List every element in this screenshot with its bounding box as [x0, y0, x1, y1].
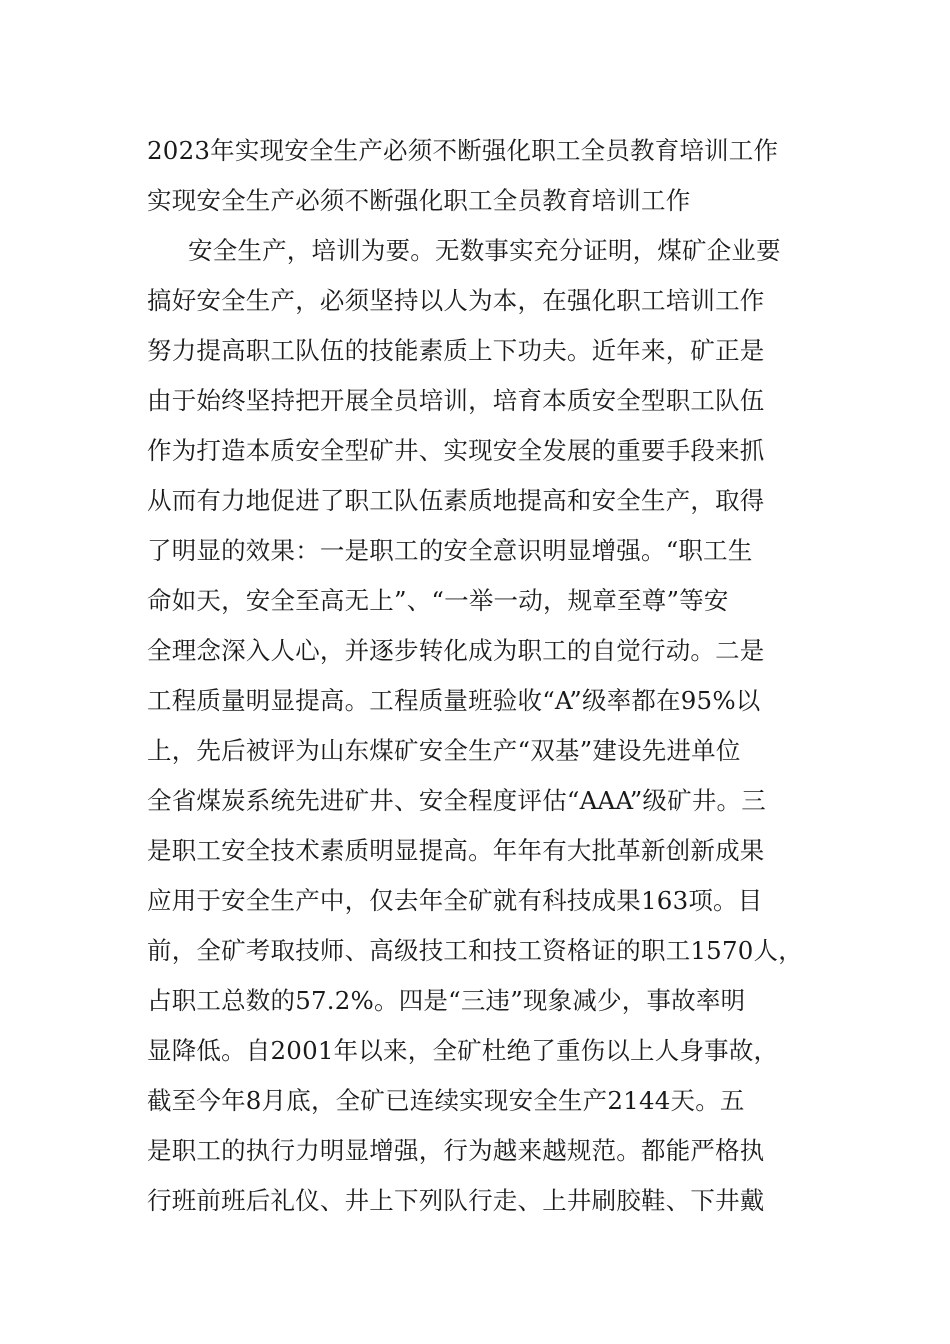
paragraph-line: 是职工安全技术素质明显提高。年年有大批革新创新成果	[147, 836, 765, 865]
paragraph-line: 从而有力地促进了职工队伍素质地提高和安全生产，取得	[147, 486, 765, 515]
paragraph-line: 努力提高职工队伍的技能素质上下功夫。近年来，矿正是	[147, 336, 765, 365]
paragraph-line: 全理念深入人心，并逐步转化成为职工的自觉行动。二是	[147, 636, 765, 665]
paragraph-line: 显降低。自2001年以来，全矿杜绝了重伤以上人身事故，	[147, 1036, 779, 1065]
paragraph-line: 由于始终坚持把开展全员培训，培育本质安全型职工队伍	[147, 386, 765, 415]
paragraph-line: 安全生产，培训为要。无数事实充分证明，煤矿企业要	[188, 236, 781, 265]
paragraph-line: 是职工的执行力明显增强，行为越来越规范。都能严格执	[147, 1136, 765, 1165]
paragraph-line: 全省煤炭系统先进矿井、安全程度评估“AAA”级矿井。三	[147, 786, 766, 815]
paragraph-line: 应用于安全生产中，仅去年全矿就有科技成果163项。目	[147, 886, 763, 915]
paragraph-line: 行班前班后礼仪、井上下列队行走、上井刷胶鞋、下井戴	[147, 1186, 765, 1215]
paragraph-line: 搞好安全生产，必须坚持以人为本，在强化职工培训工作	[147, 286, 765, 315]
paragraph-line: 占职工总数的57.2%。四是“三违”现象减少，事故率明	[147, 986, 746, 1015]
paragraph-line: 截至今年8月底，全矿已连续实现安全生产2144天。五	[147, 1086, 745, 1115]
paragraph-line: 作为打造本质安全型矿井、实现安全发展的重要手段来抓	[147, 436, 765, 465]
paragraph-line: 前，全矿考取技师、高级技工和技工资格证的职工1570人，	[147, 936, 803, 965]
document-title: 2023年实现安全生产必须不断强化职工全员教育培训工作	[147, 136, 779, 165]
paragraph-line: 命如天，安全至高无上”、“一举一动，规章至尊”等安	[147, 586, 729, 615]
paragraph-line: 工程质量明显提高。工程质量班验收“A”级率都在95%以	[147, 686, 761, 715]
paragraph-line: 上，先后被评为山东煤矿安全生产“双基”建设先进单位	[147, 736, 741, 765]
paragraph-line: 了明显的效果：一是职工的安全意识明显增强。“职工生	[147, 536, 753, 565]
document-subtitle: 实现安全生产必须不断强化职工全员教育培训工作	[147, 186, 691, 215]
